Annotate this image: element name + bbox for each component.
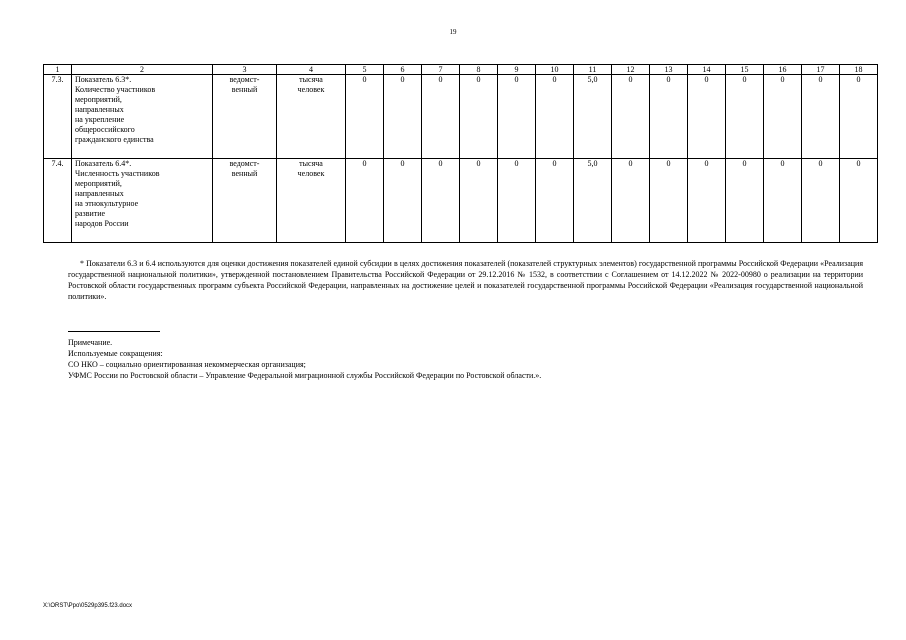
value-cell: 0 [384, 159, 422, 243]
footnote: * Показатели 6.3 и 6.4 используются для оценки достижения показателей единой субсидии в целях достижения показателей (показателей структурных элементов) государственной программы Российской Федерации «Реализация государственной национальной политики», утвержденной постановлением Правительства Российской Федерации от 29.12.2016 № 1532, в соответствии с Соглашением от 14.12.2022 № 2022-00980 о реализации на территории Ростовской области государственных программ субъекта Российской Федерации, направленных на достижение целей и показателей государственной программы Российской Федерации «Реализация государственной национальной политики». [68, 259, 863, 301]
value-cell: 0 [802, 159, 840, 243]
column-header: 1 [44, 65, 72, 75]
notes-abbrev-line: СО НКО – социально ориентированная некоммерческая организация; [68, 360, 306, 369]
value-cell: 0 [688, 159, 726, 243]
column-header: 14 [688, 65, 726, 75]
value-cell: 0 [498, 159, 536, 243]
value-cell: 0 [422, 75, 460, 159]
table-header-row [44, 65, 878, 75]
row-number: 7.3. [44, 75, 72, 159]
value-cell: 0 [460, 75, 498, 159]
table-row [44, 159, 878, 243]
column-header: 11 [574, 65, 612, 75]
value-cell: 0 [346, 75, 384, 159]
value-cell: 0 [726, 159, 764, 243]
value-cell: 0 [726, 75, 764, 159]
indicator-unit: тысяча человек [277, 75, 346, 159]
notes-block [68, 337, 863, 381]
value-cell: 0 [840, 159, 878, 243]
page-number: 19 [449, 28, 457, 36]
footnote-divider [68, 331, 160, 332]
column-header: 12 [612, 65, 650, 75]
value-cell: 0 [536, 75, 574, 159]
indicator-unit: тысяча человек [277, 159, 346, 243]
value-cell: 5,0 [574, 75, 612, 159]
value-cell: 0 [384, 75, 422, 159]
column-header: 2 [72, 65, 213, 75]
indicator-name: Показатель 6.3*. Количество участников мероприятий, направленных на укрепление общероссийского гражданского единства [72, 75, 213, 159]
value-cell: 0 [688, 75, 726, 159]
value-cell: 0 [612, 159, 650, 243]
table-row [44, 75, 878, 159]
value-cell: 0 [764, 159, 802, 243]
column-header: 16 [764, 65, 802, 75]
notes-title: Примечание. [68, 338, 113, 347]
value-cell: 5,0 [574, 159, 612, 243]
value-cell: 0 [650, 75, 688, 159]
value-cell: 0 [840, 75, 878, 159]
value-cell: 0 [536, 159, 574, 243]
value-cell: 0 [346, 159, 384, 243]
column-header: 6 [384, 65, 422, 75]
indicators-table [43, 64, 878, 243]
notes-abbrev-heading: Используемые сокращения: [68, 349, 163, 358]
indicator-type: ведомст- венный [213, 159, 277, 243]
column-header: 5 [346, 65, 384, 75]
column-header: 9 [498, 65, 536, 75]
column-header: 3 [213, 65, 277, 75]
column-header: 10 [536, 65, 574, 75]
column-header: 7 [422, 65, 460, 75]
value-cell: 0 [764, 75, 802, 159]
column-header: 13 [650, 65, 688, 75]
file-path: X:\ORST\Ppo\0529p395.f23.docx [43, 603, 133, 609]
value-cell: 0 [498, 75, 536, 159]
value-cell: 0 [422, 159, 460, 243]
column-header: 15 [726, 65, 764, 75]
row-number: 7.4. [44, 159, 72, 243]
indicator-name: Показатель 6.4*. Численность участников мероприятий, направленных на этнокультурное развитие народов России [72, 159, 213, 243]
column-header: 18 [840, 65, 878, 75]
column-header: 8 [460, 65, 498, 75]
column-header: 4 [277, 65, 346, 75]
value-cell: 0 [612, 75, 650, 159]
column-header: 17 [802, 65, 840, 75]
notes-abbrev-line: УФМС России по Ростовской области – Управление Федеральной миграционной службы Российской Федерации по Ростовской области.». [68, 371, 542, 380]
value-cell: 0 [460, 159, 498, 243]
value-cell: 0 [802, 75, 840, 159]
indicator-type: ведомст- венный [213, 75, 277, 159]
value-cell: 0 [650, 159, 688, 243]
